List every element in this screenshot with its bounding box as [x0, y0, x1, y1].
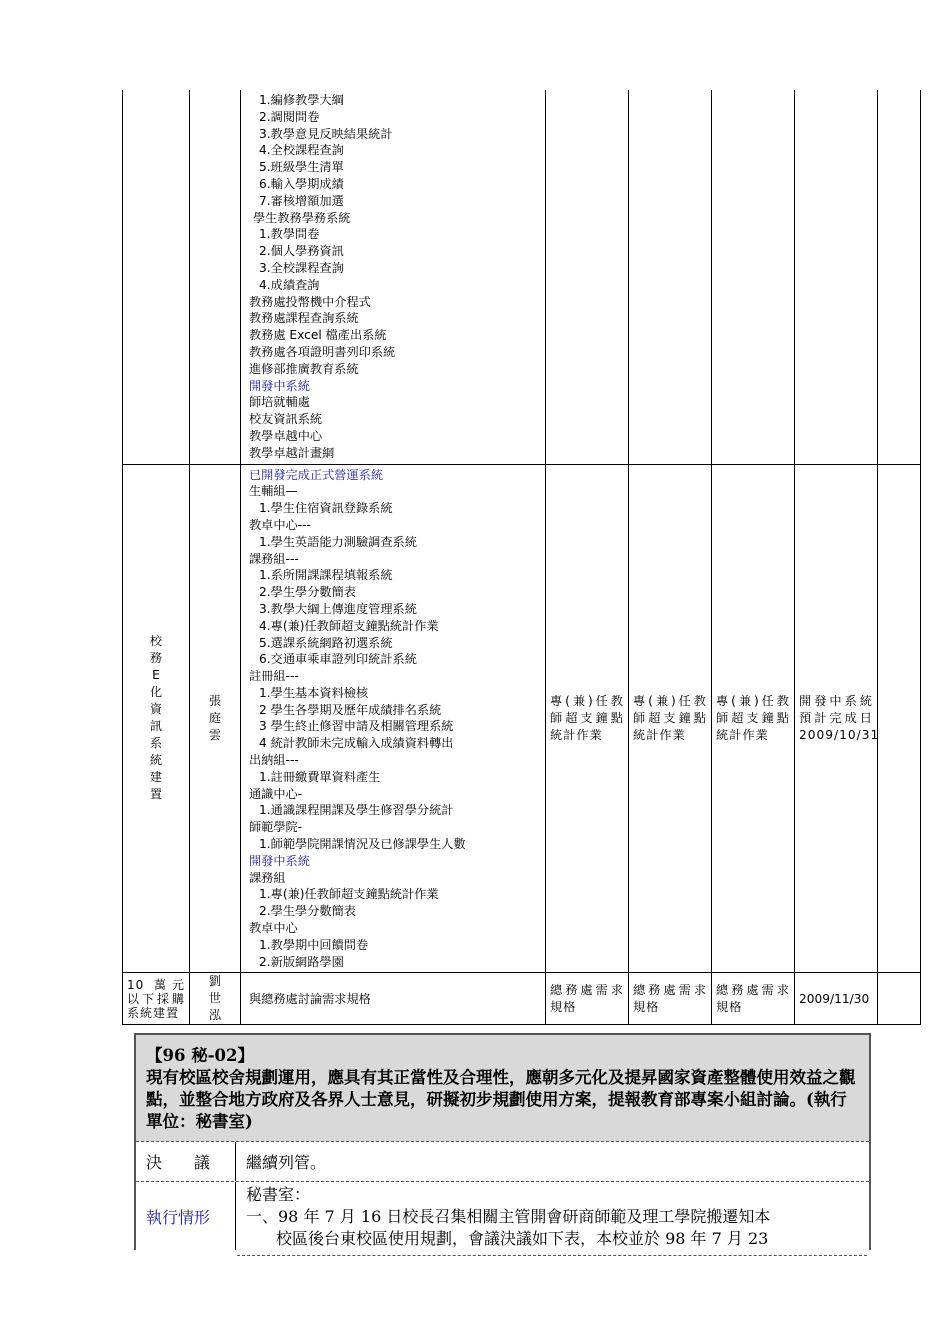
- description-line: 1.系所開課課程填報系統: [259, 568, 393, 583]
- progress-cell: 總務處需求規格: [712, 973, 795, 1025]
- item-cell: [123, 464, 190, 973]
- vertical-char: 統: [149, 753, 163, 768]
- description-line: 5.班級學生清單: [259, 160, 344, 175]
- description-line: 1.通識課程開課及學生修習學分統計: [259, 803, 454, 818]
- description-line: 1.學生英語能力測驗調查系統: [259, 534, 417, 549]
- vertical-char: 建: [149, 770, 163, 785]
- vertical-char: E: [152, 668, 160, 683]
- description-line: 2.學生學分數簡表: [259, 585, 356, 600]
- description-line: 1.師範學院開課情況及已修課學生人數: [259, 837, 466, 852]
- description-line: 6.交通車乘車證列印統計系統: [259, 652, 417, 667]
- resolution-code: 【96 秘-02】: [146, 1046, 255, 1065]
- item-cell: 10 萬元以下採購系統建置: [123, 973, 190, 1025]
- description-line: 1.教學問卷: [259, 227, 320, 242]
- remark-cell: [878, 464, 921, 973]
- vertical-char: 張: [208, 693, 222, 708]
- description-line: 生輔組—: [249, 484, 298, 499]
- description-line: 4.專(兼)任教師超支鐘點統計作業: [259, 618, 439, 633]
- description-line: 2 學生各學期及歷年成績排名系統: [259, 702, 442, 717]
- resolution-text: 現有校區校舍規劃運用，應具有其正當性及合理性，應朝多元化及提昇國家資產整體使用效益之觀點，並整合地方政府及各界人士意見，研擬初步規劃使用方案，提報教育部專案小組討論。(執行單位：秘書室): [146, 1068, 856, 1131]
- description-line: 1.教學期中回饋問卷: [259, 937, 369, 952]
- person-cell: [190, 973, 241, 1025]
- description-line: 3.教學大綱上傳進度管理系統: [259, 601, 417, 616]
- description-line: 1.學生住宿資訊登錄系統: [259, 501, 393, 516]
- description-line: 2.學生學分數簡表: [259, 904, 356, 919]
- execution-line: 校區後台東校區使用規劃，會議決議如下表，本校並於 98 年 7 月 23: [276, 1229, 769, 1248]
- decision-label: 決 議: [136, 1142, 236, 1181]
- description-line: 3.教學意見反映結果統計: [259, 126, 393, 141]
- table-row: [123, 464, 921, 973]
- progress-table: [122, 90, 921, 1025]
- description-line: 2.個人學務資訊: [259, 244, 344, 259]
- description-line: 教務處 Excel 檔產出系統: [249, 328, 387, 343]
- progress-cell: [712, 90, 795, 464]
- description-cell: [241, 90, 546, 464]
- item-cell: [123, 90, 190, 464]
- progress-cell: 專(兼)任教師超支鐘點統計作業: [629, 464, 712, 973]
- vertical-char: 庭: [208, 710, 222, 725]
- description-line: 6.輸入學期成績: [259, 176, 344, 191]
- progress-cell: [629, 90, 712, 464]
- person-cell: [190, 90, 241, 464]
- resolution-box: [134, 1033, 871, 1250]
- description-cell: [241, 464, 546, 973]
- description-line: 4.全校課程查詢: [259, 143, 344, 158]
- status-cell: 開發中系統預計完成日 2009/10/31: [795, 464, 878, 973]
- progress-cell: 總務處需求規格: [546, 973, 629, 1025]
- description-line: 7.審核增額加選: [259, 193, 344, 208]
- description-line: 教學卓越中心: [249, 428, 323, 443]
- description-cell: 與總務處討論需求規格: [241, 973, 546, 1025]
- progress-cell: 專(兼)任教師超支鐘點統計作業: [712, 464, 795, 973]
- resolution-heading: [136, 1035, 869, 1142]
- execution-value: [236, 1182, 869, 1250]
- vertical-char: 資: [149, 702, 163, 717]
- description-line: 課務組: [249, 870, 286, 885]
- description-line: 3 學生終止修習申請及相關管理系統: [259, 719, 454, 734]
- description-line: 4 統計教師未完成輸入成績資料轉出: [259, 736, 454, 751]
- description-line: 教學卓越計畫網: [249, 445, 335, 460]
- description-line: 1.編修教學大綱: [259, 93, 344, 107]
- vertical-char: 校: [149, 634, 163, 649]
- progress-cell: 總務處需求規格: [629, 973, 712, 1025]
- description-line: 出納組---: [249, 753, 299, 768]
- vertical-char: 系: [149, 736, 163, 751]
- execution-line: 一、98 年 7 月 16 日校長召集相關主管開會研商師範及理工學院搬遷知本: [246, 1207, 771, 1226]
- vertical-char: 訊: [149, 719, 163, 734]
- description-line: 校友資訊系統: [249, 412, 323, 427]
- description-line: 教卓中心: [249, 921, 298, 936]
- vertical-char: 劉: [208, 974, 222, 989]
- vertical-char: 雲: [208, 727, 222, 742]
- vertical-char: 化: [149, 685, 163, 700]
- description-line: 2.新版網路學園: [259, 954, 344, 969]
- vertical-char: 務: [149, 651, 163, 666]
- description-line: 1.專(兼)任教師超支鐘點統計作業: [259, 887, 439, 902]
- description-line: 師培就輔處: [249, 395, 310, 410]
- description-line: 4.成績查詢: [259, 277, 320, 292]
- description-line: 開發中系統: [249, 853, 310, 868]
- description-line: 師範學院-: [249, 820, 303, 835]
- decision-row: [136, 1142, 869, 1182]
- remark-cell: [878, 973, 921, 1025]
- decision-value: 繼續列管。: [246, 1153, 327, 1172]
- status-cell: 2009/11/30: [795, 973, 878, 1025]
- execution-unit: 秘書室：: [246, 1185, 311, 1204]
- description-line: 註冊組---: [249, 669, 299, 684]
- remark-cell: [878, 90, 921, 464]
- description-line: 開發中系統: [249, 378, 310, 393]
- description-line: 課務組---: [249, 551, 299, 566]
- description-line: 進修部推廣教育系統: [249, 361, 359, 376]
- table-row: [123, 90, 921, 464]
- execution-row: [136, 1182, 869, 1250]
- description-line: 5.選課系統網路初選系統: [259, 635, 393, 650]
- status-cell: [795, 90, 878, 464]
- description-line: 教務處投幣機中介程式: [249, 294, 371, 309]
- description-line: 教卓中心---: [249, 517, 311, 532]
- execution-label: 執行情形: [136, 1182, 236, 1250]
- description-line: 已開發完成正式營運系統: [249, 467, 384, 482]
- divider: [237, 1255, 867, 1256]
- description-line: 2.調閱問卷: [259, 109, 320, 124]
- table-row: [123, 973, 921, 1025]
- person-cell: [190, 464, 241, 973]
- vertical-char: 泓: [208, 1008, 222, 1023]
- description-line: 教務處課程查詢系統: [249, 311, 359, 326]
- progress-cell: 專(兼)任教師超支鐘點統計作業: [546, 464, 629, 973]
- progress-cell: [546, 90, 629, 464]
- vertical-char: 置: [149, 787, 163, 802]
- description-line: 通識中心-: [249, 786, 303, 801]
- description-line: 教務處各項證明書列印系統: [249, 344, 396, 359]
- description-line: 1.學生基本資料檢核: [259, 685, 369, 700]
- description-line: 3.全校課程查詢: [259, 260, 344, 275]
- description-line: 1.註冊繳費單資料產生: [259, 769, 381, 784]
- vertical-char: 世: [208, 991, 222, 1006]
- description-line: 學生教務學務系統: [253, 210, 351, 225]
